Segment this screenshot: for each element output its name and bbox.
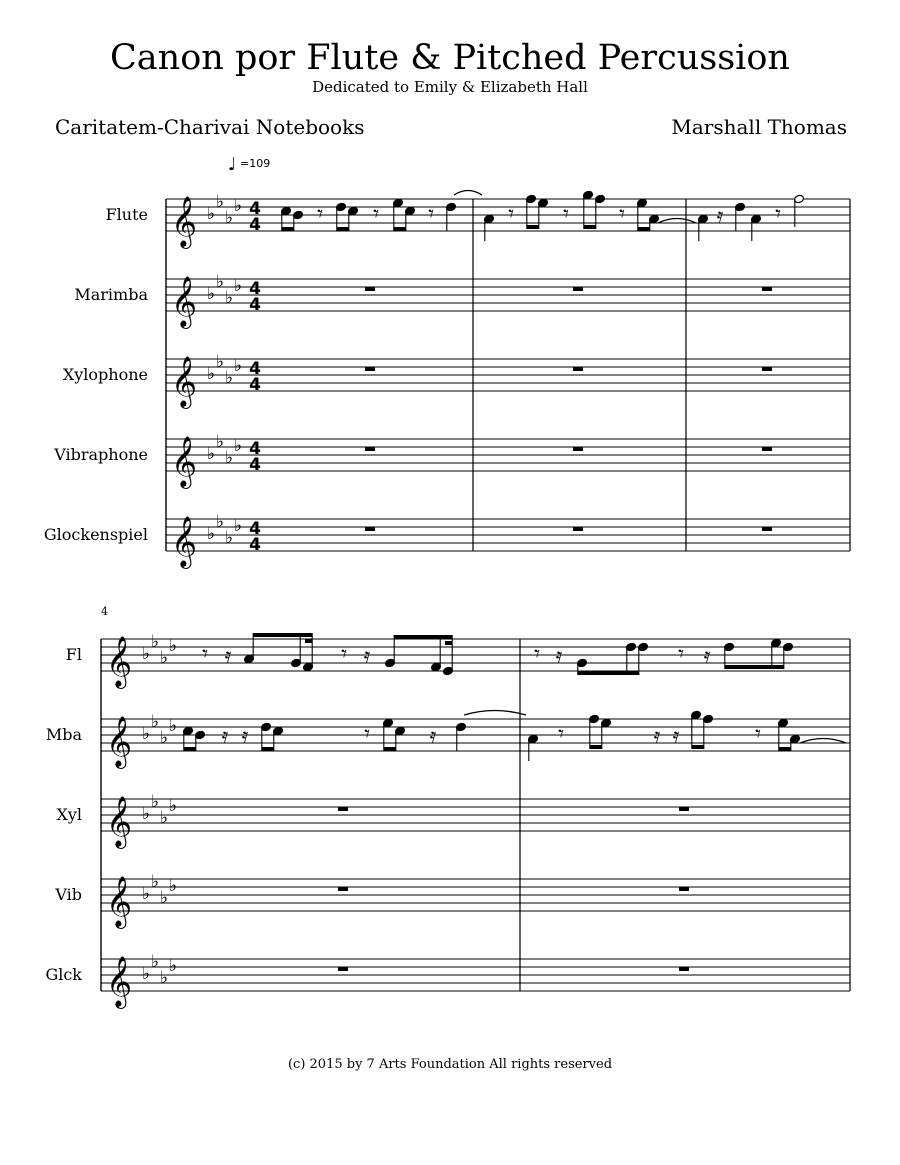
- flat-icon: ♭: [224, 288, 234, 308]
- note-beam: [394, 635, 452, 639]
- note-beam: [638, 227, 650, 231]
- note-beam: [305, 639, 312, 643]
- flat-icon: ♭: [233, 516, 243, 536]
- flat-icon: ♭: [159, 808, 169, 828]
- treble-clef-icon: 𝄞: [106, 796, 133, 847]
- flat-icon: ♭: [159, 728, 169, 748]
- tie: [658, 219, 696, 224]
- flat-icon: ♭: [215, 272, 225, 292]
- note-beam: [262, 747, 274, 751]
- note-beam: [394, 227, 406, 231]
- whole-rest: [573, 447, 583, 451]
- flat-icon: ♭: [159, 888, 169, 908]
- flat-icon: ♭: [168, 716, 178, 736]
- flat-icon: ♭: [206, 284, 216, 304]
- whole-rest: [338, 967, 348, 971]
- time-signature-denominator: 4: [249, 455, 261, 475]
- flat-icon: ♭: [141, 724, 151, 744]
- treble-clef-icon: 𝄞: [171, 516, 198, 567]
- whole-rest: [762, 527, 772, 531]
- eighth-rest-icon: 𝄾: [341, 642, 347, 667]
- tie: [454, 191, 482, 196]
- treble-clef-icon: 𝄞: [106, 956, 133, 1007]
- whole-rest: [338, 807, 348, 811]
- time-signature-numerator: 4: [249, 439, 261, 459]
- sixteenth-rest-icon: 𝄿: [703, 644, 711, 669]
- flat-icon: ♭: [150, 872, 160, 892]
- note-beam: [584, 225, 596, 229]
- note-beam: [578, 671, 639, 675]
- note-beam: [337, 227, 349, 231]
- whole-rest: [679, 807, 689, 811]
- tie: [464, 711, 526, 716]
- sixteenth-rest-icon: 𝄿: [224, 644, 232, 669]
- flat-icon: ♭: [215, 432, 225, 452]
- time-signature-denominator: 4: [249, 215, 261, 235]
- treble-clef-icon: 𝄞: [106, 876, 133, 927]
- flat-icon: ♭: [206, 444, 216, 464]
- eighth-rest-icon: 𝄾: [508, 202, 514, 227]
- flat-icon: ♭: [206, 364, 216, 384]
- flat-icon: ♭: [224, 448, 234, 468]
- whole-rest: [762, 287, 772, 291]
- flat-icon: ♭: [159, 968, 169, 988]
- instrument-name-short: Mba: [45, 725, 82, 744]
- whole-rest: [762, 447, 772, 451]
- staff: [166, 359, 850, 391]
- eighth-rest-icon: 𝄾: [755, 722, 761, 747]
- flat-icon: ♭: [168, 876, 178, 896]
- dedication: Dedicated to Emily & Elizabeth Hall: [312, 78, 588, 96]
- staff: [101, 719, 850, 751]
- flat-icon: ♭: [215, 192, 225, 212]
- sixteenth-rest-icon: 𝄿: [672, 724, 680, 749]
- time-signature-numerator: 4: [249, 519, 261, 539]
- flat-icon: ♭: [150, 712, 160, 732]
- measure-number: 4: [101, 605, 108, 618]
- staff: [101, 959, 850, 991]
- flat-icon: ♭: [168, 796, 178, 816]
- flat-icon: ♭: [168, 636, 178, 656]
- eighth-rest-icon: 𝄾: [678, 642, 684, 667]
- staff: [166, 279, 850, 311]
- quarter-note-icon: ♩: [227, 154, 237, 175]
- eighth-rest-icon: 𝄾: [775, 202, 781, 227]
- sixteenth-rest-icon: 𝄿: [221, 724, 229, 749]
- sixteenth-rest-icon: 𝄿: [429, 724, 437, 749]
- instrument-name: Flute: [105, 205, 148, 224]
- flat-icon: ♭: [141, 804, 151, 824]
- treble-clef-icon: 𝄞: [106, 716, 133, 767]
- flat-icon: ♭: [215, 512, 225, 532]
- eighth-rest-icon: 𝄾: [373, 202, 379, 227]
- treble-clef-icon: 𝄞: [171, 356, 198, 407]
- staff: [166, 519, 850, 551]
- flat-icon: ♭: [150, 792, 160, 812]
- tempo-marking: =109: [240, 157, 271, 170]
- staff: [101, 799, 850, 831]
- note-beam: [445, 641, 452, 645]
- time-signature-denominator: 4: [249, 295, 261, 315]
- flat-icon: ♭: [224, 208, 234, 228]
- whole-rest: [573, 367, 583, 371]
- flat-icon: ♭: [150, 952, 160, 972]
- instrument-name-short: Glck: [45, 965, 82, 984]
- note-beam: [253, 633, 312, 637]
- instrument-name-short: Xyl: [56, 805, 82, 824]
- note-beam: [282, 227, 294, 231]
- whole-rest: [365, 367, 375, 371]
- flat-icon: ♭: [141, 964, 151, 984]
- eighth-rest-icon: 𝄾: [558, 722, 564, 747]
- time-signature-denominator: 4: [249, 535, 261, 555]
- flat-icon: ♭: [215, 352, 225, 372]
- flat-icon: ♭: [141, 644, 151, 664]
- eighth-rest-icon: 𝄾: [534, 642, 540, 667]
- composer-name: Marshall Thomas: [671, 115, 847, 139]
- instrument-name-short: Vib: [55, 885, 82, 904]
- note-beam: [590, 745, 602, 749]
- whole-rest: [573, 287, 583, 291]
- flat-icon: ♭: [233, 276, 243, 296]
- note-beam: [384, 747, 396, 751]
- flat-icon: ♭: [168, 956, 178, 976]
- time-signature-numerator: 4: [249, 359, 261, 379]
- instrument-name-short: Fl: [65, 645, 82, 664]
- whole-rest: [365, 447, 375, 451]
- flat-icon: ♭: [206, 204, 216, 224]
- flat-icon: ♭: [159, 648, 169, 668]
- flat-icon: ♭: [233, 436, 243, 456]
- note-beam: [527, 225, 539, 229]
- eighth-rest-icon: 𝄾: [317, 202, 323, 227]
- eighth-rest-icon: 𝄾: [202, 642, 208, 667]
- eighth-rest-icon: 𝄾: [619, 202, 625, 227]
- copyright-notice: (c) 2015 by 7 Arts Foundation All rights reserved: [287, 1057, 613, 1072]
- whole-rest: [338, 887, 348, 891]
- eighth-rest-icon: 𝄾: [428, 202, 434, 227]
- instrument-name: Xylophone: [62, 365, 148, 384]
- staff: [166, 439, 850, 471]
- sixteenth-rest-icon: 𝄿: [241, 724, 249, 749]
- whole-rest: [573, 527, 583, 531]
- flat-icon: ♭: [150, 632, 160, 652]
- time-signature-numerator: 4: [249, 199, 261, 219]
- time-signature-denominator: 4: [249, 375, 261, 395]
- sixteenth-rest-icon: 𝄿: [363, 644, 371, 669]
- sixteenth-rest-icon: 𝄿: [653, 724, 661, 749]
- whole-rest: [762, 367, 772, 371]
- flat-icon: ♭: [233, 356, 243, 376]
- flat-icon: ♭: [224, 528, 234, 548]
- whole-rest: [679, 967, 689, 971]
- treble-clef-icon: 𝄞: [171, 276, 198, 327]
- note-beam: [692, 745, 704, 749]
- sixteenth-rest-icon: 𝄿: [555, 644, 563, 669]
- whole-rest: [365, 527, 375, 531]
- staff: [101, 879, 850, 911]
- flat-icon: ♭: [233, 196, 243, 216]
- note-beam: [779, 747, 791, 751]
- flat-icon: ♭: [206, 524, 216, 544]
- collection-name: Caritatem-Charivai Notebooks: [55, 115, 365, 139]
- sixteenth-rest-icon: 𝄿: [716, 204, 724, 229]
- instrument-name: Marimba: [74, 285, 148, 304]
- whole-rest: [679, 887, 689, 891]
- tie: [800, 739, 846, 744]
- flat-icon: ♭: [224, 368, 234, 388]
- treble-clef-icon: 𝄞: [171, 196, 198, 247]
- eighth-rest-icon: 𝄾: [563, 202, 569, 227]
- flat-icon: ♭: [141, 884, 151, 904]
- whole-rest: [365, 287, 375, 291]
- instrument-name: Vibraphone: [54, 445, 148, 464]
- treble-clef-icon: 𝄞: [171, 436, 198, 487]
- instrument-name: Glockenspiel: [43, 525, 148, 544]
- score-title: Canon por Flute & Pitched Percussion: [110, 38, 790, 78]
- note-beam: [184, 747, 196, 751]
- time-signature-numerator: 4: [249, 279, 261, 299]
- treble-clef-icon: 𝄞: [106, 636, 133, 687]
- note-beam: [725, 665, 784, 669]
- eighth-rest-icon: 𝄾: [364, 722, 370, 747]
